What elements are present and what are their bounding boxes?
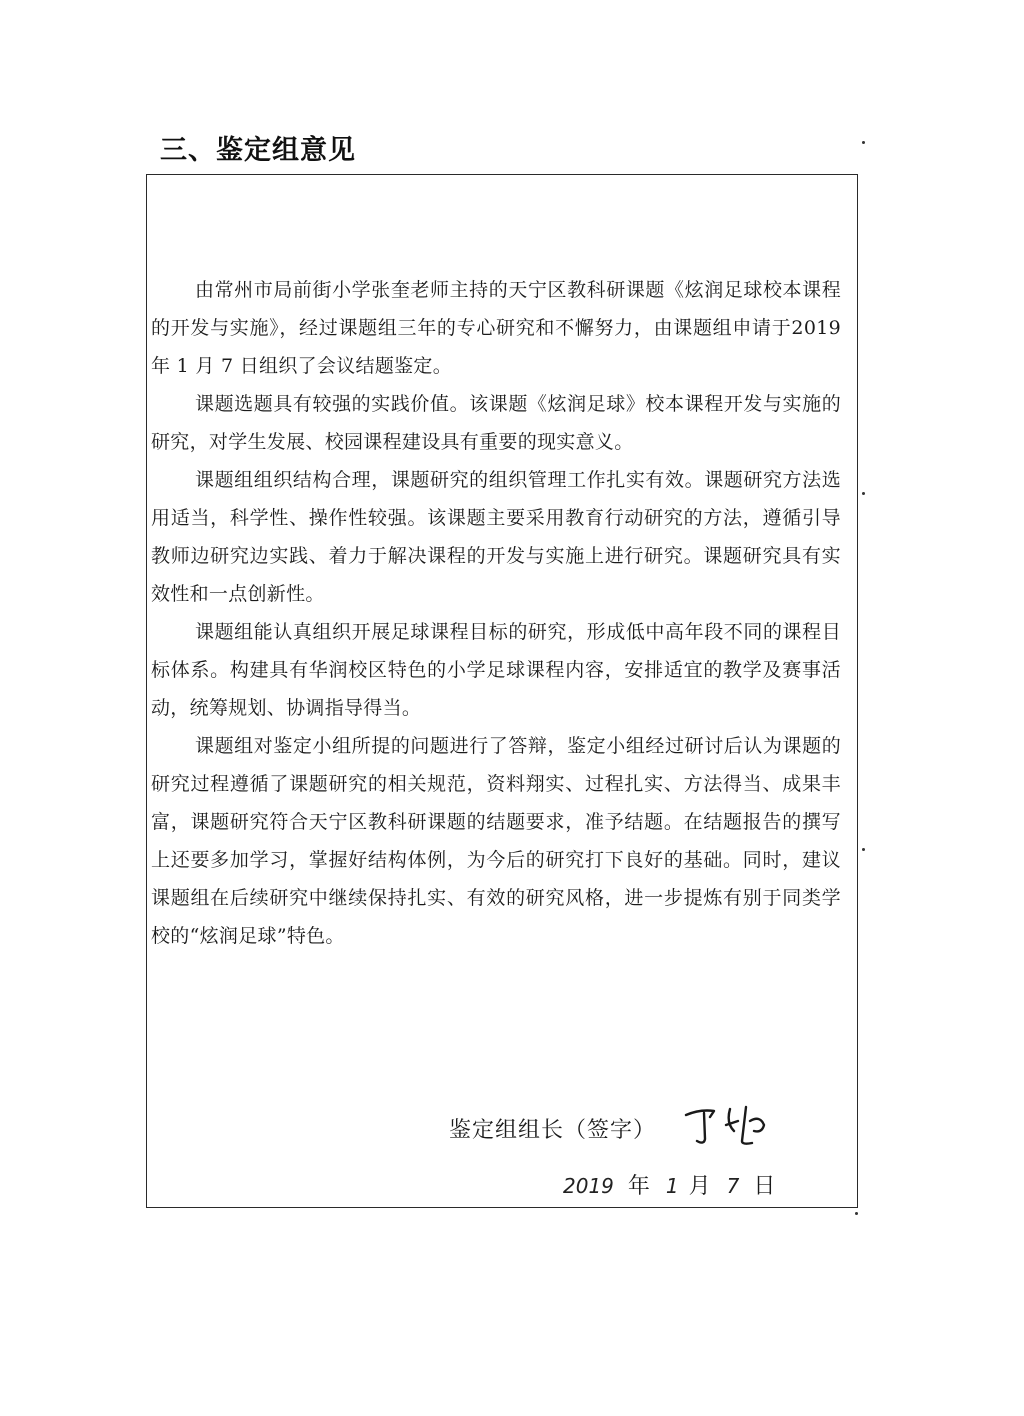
- scan-speck: [862, 492, 865, 495]
- opinion-paragraph: 课题选题具有较强的实践价值。该课题《炫润足球》校本课程开发与实施的研究，对学生发展、校园课程建设具有重要的现实意义。: [151, 393, 841, 453]
- date-day: 7: [726, 1174, 740, 1198]
- opinion-paragraph: 课题组组织结构合理，课题研究的组织管理工作扎实有效。课题研究方法选用适当，科学性、操作性较强。该课题主要采用教育行动研究的方法，遵循引导教师边研究边实践、着力于解决课程的开发与实施上进行研究。课题研究具有实效性和一点创新性。: [151, 469, 841, 605]
- opinion-paragraph: 由常州市局前街小学张奎老师主持的天宁区教科研课题《炫润足球校本课程的开发与实施》，经过课题组三年的专心研究和不懈努力，由课题组申请于2019 年 1 月 7 日组织了会议结题鉴定。: [151, 279, 841, 377]
- date-day-unit: 日: [753, 1174, 776, 1199]
- opinion-body: [151, 271, 841, 955]
- signature-label: 鉴定组组长（签字）: [449, 1118, 657, 1143]
- scan-speck: [862, 141, 865, 144]
- date-line: [563, 1169, 775, 1200]
- date-month: 1: [665, 1174, 679, 1198]
- scan-speck: [862, 848, 865, 851]
- handwritten-signature: [680, 1101, 780, 1149]
- date-month-unit: 月: [688, 1174, 711, 1199]
- opinion-box: [146, 174, 858, 1208]
- scan-speck: [855, 1212, 858, 1215]
- date-year: 2019: [563, 1174, 614, 1198]
- opinion-paragraph: 课题组能认真组织开展足球课程目标的研究，形成低中高年段不同的课程目标体系。构建具有华润校区特色的小学足球课程内容，安排适宜的教学及赛事活动，统筹规划、协调指导得当。: [151, 621, 841, 719]
- section-heading: 三、鉴定组意见: [160, 135, 356, 166]
- opinion-paragraph: 课题组对鉴定小组所提的问题进行了答辩，鉴定小组经过研讨后认为课题的研究过程遵循了课题研究的相关规范，资料翔实、过程扎实、方法得当、成果丰富，课题研究符合天宁区教科研课题的结题要求，准予结题。在结题报告的撰写上还要多加学习，掌握好结构体例，为今后的研究打下良好的基础。同时，建议课题组在后续研究中继续保持扎实、有效的研究风格，进一步提炼有别于同类学校的“炫润足球”特色。: [151, 735, 841, 947]
- date-year-unit: 年: [627, 1174, 650, 1199]
